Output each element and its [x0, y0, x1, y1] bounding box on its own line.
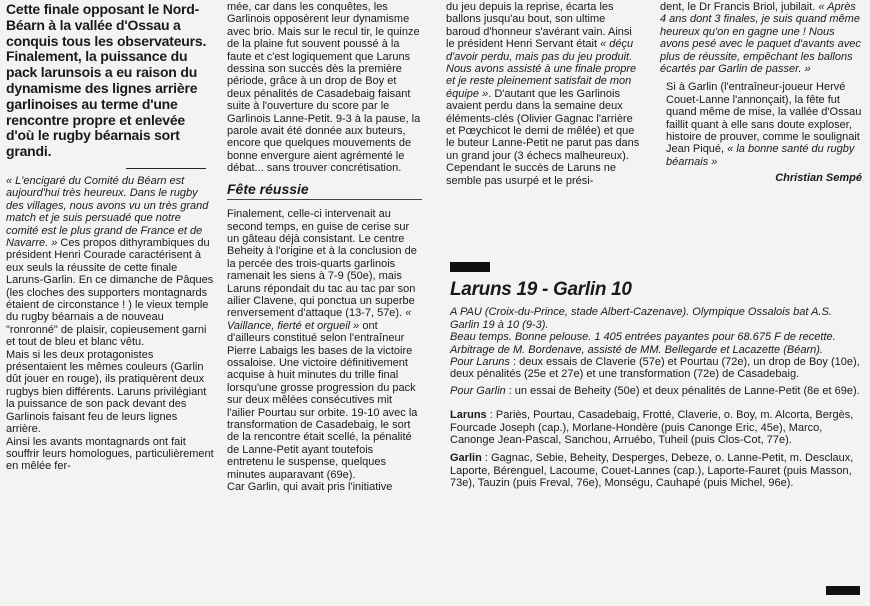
author-signature: Christian Sempé — [775, 172, 862, 185]
body-text: du jeu depuis la reprise, écarta les ballons jusqu'au bout, son ultime baroud d'honneur s'avérant vain. Ainsi le président Henri Servant était — [446, 1, 632, 51]
article-paragraph: Mais si les deux protagonistes présentaient les mêmes couleurs (Garlin dût jouer en rouge), ils pratiquèrent deux rugbys bien différents. Laruns privilégiant la puissance de son pack devant des Garlinois faisant feu de leurs lignes arrière. — [6, 348, 207, 436]
quote-text: « Vaillance, fierté et orgueil » — [227, 307, 412, 332]
section-heading: Fête réussie — [227, 180, 309, 197]
lineup-text: : Gagnac, Sebie, Beheity, Desperges, Debeze, o. Lanne-Petit, m. Desclaux, Laporte, Bérenguel, Lacoume, Couet-Lannes (cap.), Laporte-Fauret (puis Masson, 73e), Tauzin (puis Freval, 76e), Monségu, Cauhapé (puis Michel, 96e). — [450, 452, 854, 490]
column-4 — [660, 0, 862, 185]
body-text: . D'autant que les Garlinois avaient perdu dans la semaine deux éléments-clés (Olivier Gagnac l'arrière et Pœychicot le demi de mêlée) et que le buteur Lanne-Petit ne parut pas dans un grand jour (3 échecs malheureux). — [446, 87, 640, 162]
article-paragraph — [660, 81, 862, 168]
article-paragraph: Cependant le succès de Laruns ne semble pas usurpé et le prési- — [446, 162, 617, 187]
end-bar — [826, 586, 860, 595]
lineup-text: : Pariès, Pourtau, Casadebaig, Frotté, Claverie, o. Boy, m. Alcorta, Bergès, Fourcade Joseph (cap.), Morlane-Hondère (puis Canonge Eric, 45e), Marco, Canonge Jean-Pascal, Sanchou, Arruébo, Tuheil (puis Clos-Cot, 77e). — [450, 409, 854, 447]
body-text: Si à Garlin (l'entraîneur-joueur Hervé Couet-Lanne l'annonçait), la fête fut quand même de mise, la vallée d'Ossau faillit quant à elle sans doute exploser, histoire de prouver, comme le soulignait Jean Piqué, — [666, 81, 862, 156]
laruns-lineup — [450, 409, 864, 446]
laruns-scoring — [450, 356, 864, 381]
scoring-label: Pour Garlin — [450, 384, 506, 397]
quote-text: « déçu d'avoir perdu, mais pas du jeu produit. Nous avons assisté à une finale propre et je reste pleinement satisfait de mon équipe » — [446, 38, 637, 100]
article-paragraph: mée, car dans les conquêtes, les Garlinois opposèrent leur dynamisme avec brio. Mais sur le recul tir, le quinze de la plaine fut souvent poussé à la faute et c'est logiquement que Laruns dessina son succès dès la première période, grâce à un drop de Boy et deux pénalités de Casadebaig faisant suite à l'ouverture du score par le Garlinois Lanne-Petit. 9-3 à la pause, la parole avait été donnée aux buteurs, encore que quelques mouvements de bonne envergure aient agrémenté le débat... sans trouver concrétisation. — [227, 1, 421, 175]
article-paragraph: Car Garlin, qui avait pris l'initiative — [227, 481, 393, 494]
article-paragraph — [227, 208, 422, 481]
lead-paragraph: Cette finale opposant le Nord-Béarn à la vallée d'Ossau a conquis tous les observateurs. Finalement, la puissance du pack larunsois a eu raison du dynamisme des lignes arrière garlinoises au terme d'une rencontre propre et enlevée d'où le rugby béarnais sort grandi. — [6, 1, 207, 160]
quote-text: « Après 4 ans dont 3 finales, je suis quand même heureux qu'on en gagne une ! Nous avons pesé avec le paquet d'avants avec plus de réussite, empêchant les ballons écartés par Garlin de passer. » — [660, 1, 861, 76]
team-label: Laruns — [450, 409, 487, 422]
garlin-lineup — [450, 452, 864, 489]
article-paragraph — [660, 1, 862, 75]
scoring-detail: : un essai de Beheity (50e) et deux pénalités de Lanne-Petit (8e et 69e). — [505, 384, 860, 397]
body-text: ont d'ailleurs constitué selon l'entraîneur Pierre Labaigs les bases de la victoire ossaloise. Une victoire définitivement acquise à huit minutes du trille final lorsqu'une grosse progression du pack sur deux mêlées consécutives mit l'ailier Pourtau sur orbite. 19-10 avec la transformation de Casadebaig, le sort de la rencontre était scellé, la pénalité de Lanne-Petit ayant toutefois entretenu le suspense, quelques minutes auparavant (69e). — [227, 319, 418, 481]
match-result-box — [450, 279, 864, 490]
column-3 — [446, 0, 642, 187]
body-text: Ces propos dithyrambiques du président Henri Courade caractérisent à eux seuls la réussite de cette finale Laruns-Garlin. En ce dimanche de Pâques (les cloches des supporters montagnards étaient de circonstance ! ) le vieux temple du rugby béarnais a de nouveau "ronronné" de plaisir, copieusement garni et tout de bleu et blanc vêtu. — [6, 237, 214, 349]
section-bar — [450, 262, 490, 272]
article-paragraph — [6, 175, 214, 349]
heading-underline — [227, 199, 422, 200]
scoring-detail: : deux essais de Claverie (57e) et Pourtau (72e), un drop de Boy (10e), deux pénalités (25e et 27e) et une transformation (72e) de Casadebaig. — [450, 356, 860, 381]
body-text: dent, le Dr Francis Briol, jubilait. — [660, 1, 819, 13]
column-1 — [6, 0, 214, 473]
result-title: Laruns 19 - Garlin 10 — [450, 279, 632, 300]
column-2 — [227, 0, 422, 493]
article-paragraph: Ainsi les avants montagnards ont fait souffrir leurs homologues, particulièrement en mêlée fer- — [6, 435, 214, 473]
team-label: Garlin — [450, 452, 482, 465]
quote-text: « L'encigaré du Comité du Béarn est aujourd'hui très heureux. Dans le rugby des villages, nous avons vu un très grand match et je suis persuadé que notre comité est le plus grand de France et de Navarre. » — [6, 174, 209, 249]
match-venue: A PAU (Croix-du-Prince, stade Albert-Cazenave). Olympique Ossalois bat A.S. Garlin 19 à 10 (9-3). — [450, 306, 832, 331]
garlin-scoring — [450, 385, 864, 397]
quote-text: « la bonne santé du rugby béarnais » — [666, 143, 855, 168]
divider — [126, 168, 206, 169]
match-conditions: Beau temps. Bonne pelouse. 1 405 entrées payantes pour 68.675 F de recette. Arbitrage de M. Bordenave, assisté de MM. Bellegarde et Lacazette (Béarn). — [450, 331, 836, 356]
scoring-label: Pour Laruns — [450, 356, 510, 369]
body-text: Finalement, celle-ci intervenait au second temps, en guise de cerise sur un gâteau déjà consistant. Le centre Beheity à l'origine et à la conclusion de la percée des trois-quarts garlinois ramenait les siens à 7-9 (50e), mais Laruns répondait du tac au tac par son ailier Clavene, qui ponctua un superbe renversement d'attaque (13-7, 57e). — [227, 208, 417, 320]
article-paragraph — [446, 1, 642, 162]
